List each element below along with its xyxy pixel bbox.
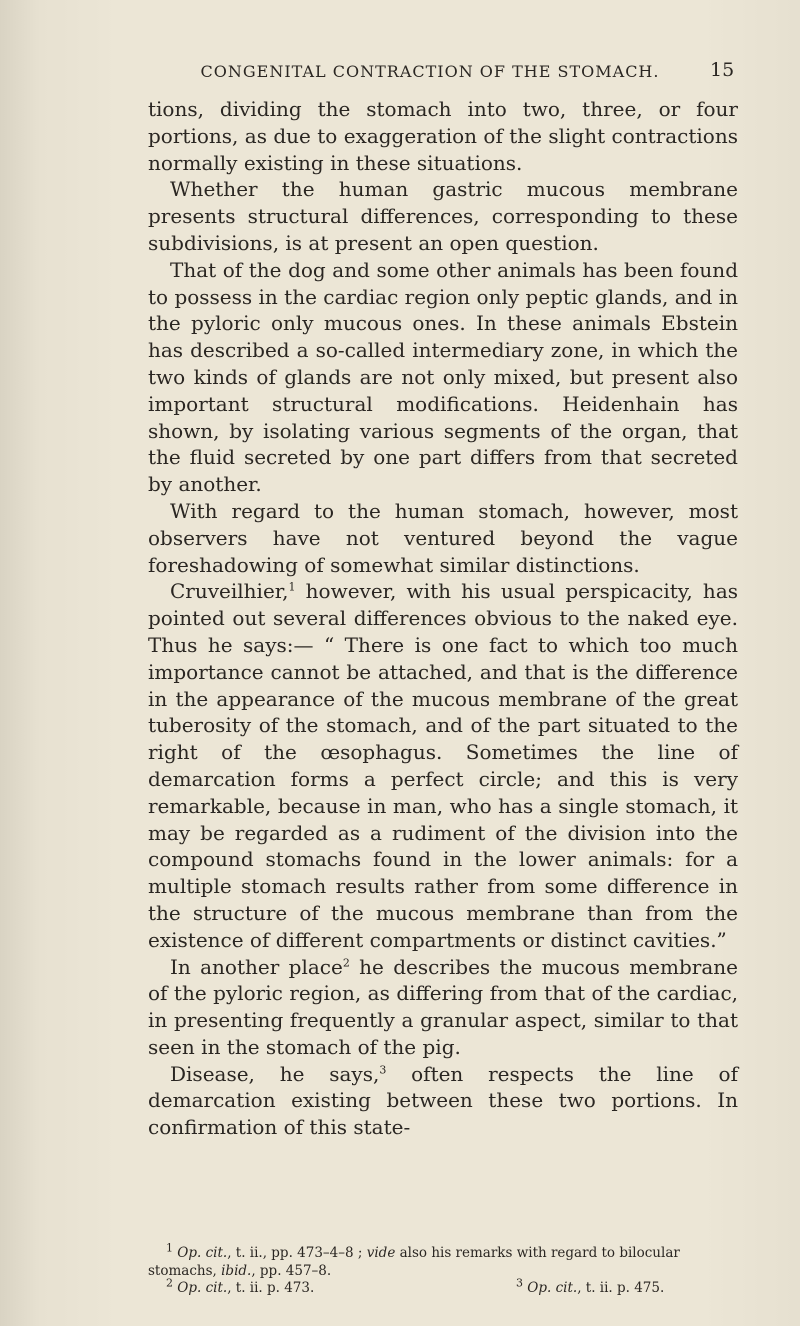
footnote-2: [148, 1276, 486, 1298]
paragraph-1: tions, dividing the stomach into two, three, or four portions, as due to exaggeration of the slight contractions normally existing in these situations.: [148, 97, 738, 175]
footnotes: [148, 1241, 738, 1298]
paragraph-6: [148, 954, 738, 1061]
footnote-ref-2: 2: [342, 955, 350, 969]
paragraph-2: Whether the human gastric mucous membrane presents structural differences, corresponding to these subdivisions, is at present an open question.: [148, 177, 738, 255]
page-header: [0, 59, 800, 86]
paragraph-7-start: Disease, he says,: [170, 1061, 380, 1086]
paragraph-7-rest: often respects the line of demarcation existing between these two portions. In confirmation of this state-: [148, 1061, 738, 1140]
footnote-3-rest: , t. ii. p. 475.: [577, 1280, 665, 1296]
paragraph-6-start: In another place: [170, 954, 343, 979]
footnote-3: [486, 1276, 665, 1298]
footnote-1-number: 1: [166, 1241, 173, 1255]
footnote-ref-3: 3: [379, 1063, 387, 1077]
footnote-1: [148, 1241, 738, 1280]
paragraph-6-rest: he describes the mucous membrane of the pyloric region, as differing from that of the cardiac, in presenting frequently a granular aspect, similar to that seen in the stomach of the pig.: [148, 954, 738, 1059]
footnote-2-opcit: Op. cit.: [177, 1280, 228, 1296]
paragraph-5-rest: however, with his usual perspicacity, has pointed out several differences obvious to the naked eye. Thus he says:— “ There is one fact to which too much importance cannot be attached, and that is the difference in the appearance of the mucous membrane of the great tuberosity of the stomach, and of the part situated to the right of the œsophagus. Sometimes the line of demarcation forms a perfect circle; and this is very remarkable, because in man, who has a single stomach, it may be regarded as a rudiment of the division into the compound stomachs found in the lower animals: for a multiple stomach results rather from some difference in the structure of the mucous membrane than from the existence of different compartments or distinct cavities.”: [148, 579, 738, 952]
paragraph-5-start: Cruveilhier,: [170, 579, 289, 604]
footnote-2-rest: , t. ii. p. 473.: [227, 1280, 315, 1296]
footnote-1-ibid: ibid.: [221, 1262, 252, 1279]
footnote-row: [148, 1276, 738, 1298]
paragraph-4: With regard to the human stomach, however, most observers have not ventured beyond the vague foreshadowing of somewhat similar distinctions.: [148, 498, 738, 577]
footnote-2-number: 2: [166, 1276, 173, 1290]
paragraph-7: [148, 1061, 738, 1141]
footnote-1-part-b: also his remarks with regard to bilocular stomachs,: [148, 1245, 680, 1279]
body-text: [148, 96, 738, 1141]
paragraph-5: [148, 578, 738, 953]
footnote-3-opcit: Op. cit.: [527, 1280, 578, 1296]
footnote-1-vide: vide: [366, 1245, 396, 1261]
footnote-3-number: 3: [516, 1276, 523, 1290]
footnote-1-part-c: , pp. 457–8.: [251, 1262, 332, 1279]
footnote-1-part-a: , t. ii., pp. 473–4–8 ;: [227, 1245, 367, 1261]
footnote-ref-1: 1: [288, 580, 296, 594]
running-head: CONGENITAL CONTRACTION OF THE STOMACH.: [200, 62, 660, 81]
paragraph-3: That of the dog and some other animals has been found to possess in the cardiac region only peptic glands, and in the pyloric only mucous ones. In these animals Ebstein has described a so-called intermediary zone, in which the two kinds of glands are not only mixed, but present also important structural modifications. Heidenhain has shown, by isolating various segments of the organ, that the fluid secreted by one part differs from that secreted by another.: [148, 257, 738, 497]
footnote-1-opcit: Op. cit.: [177, 1245, 228, 1261]
page-number: 15: [710, 59, 735, 81]
